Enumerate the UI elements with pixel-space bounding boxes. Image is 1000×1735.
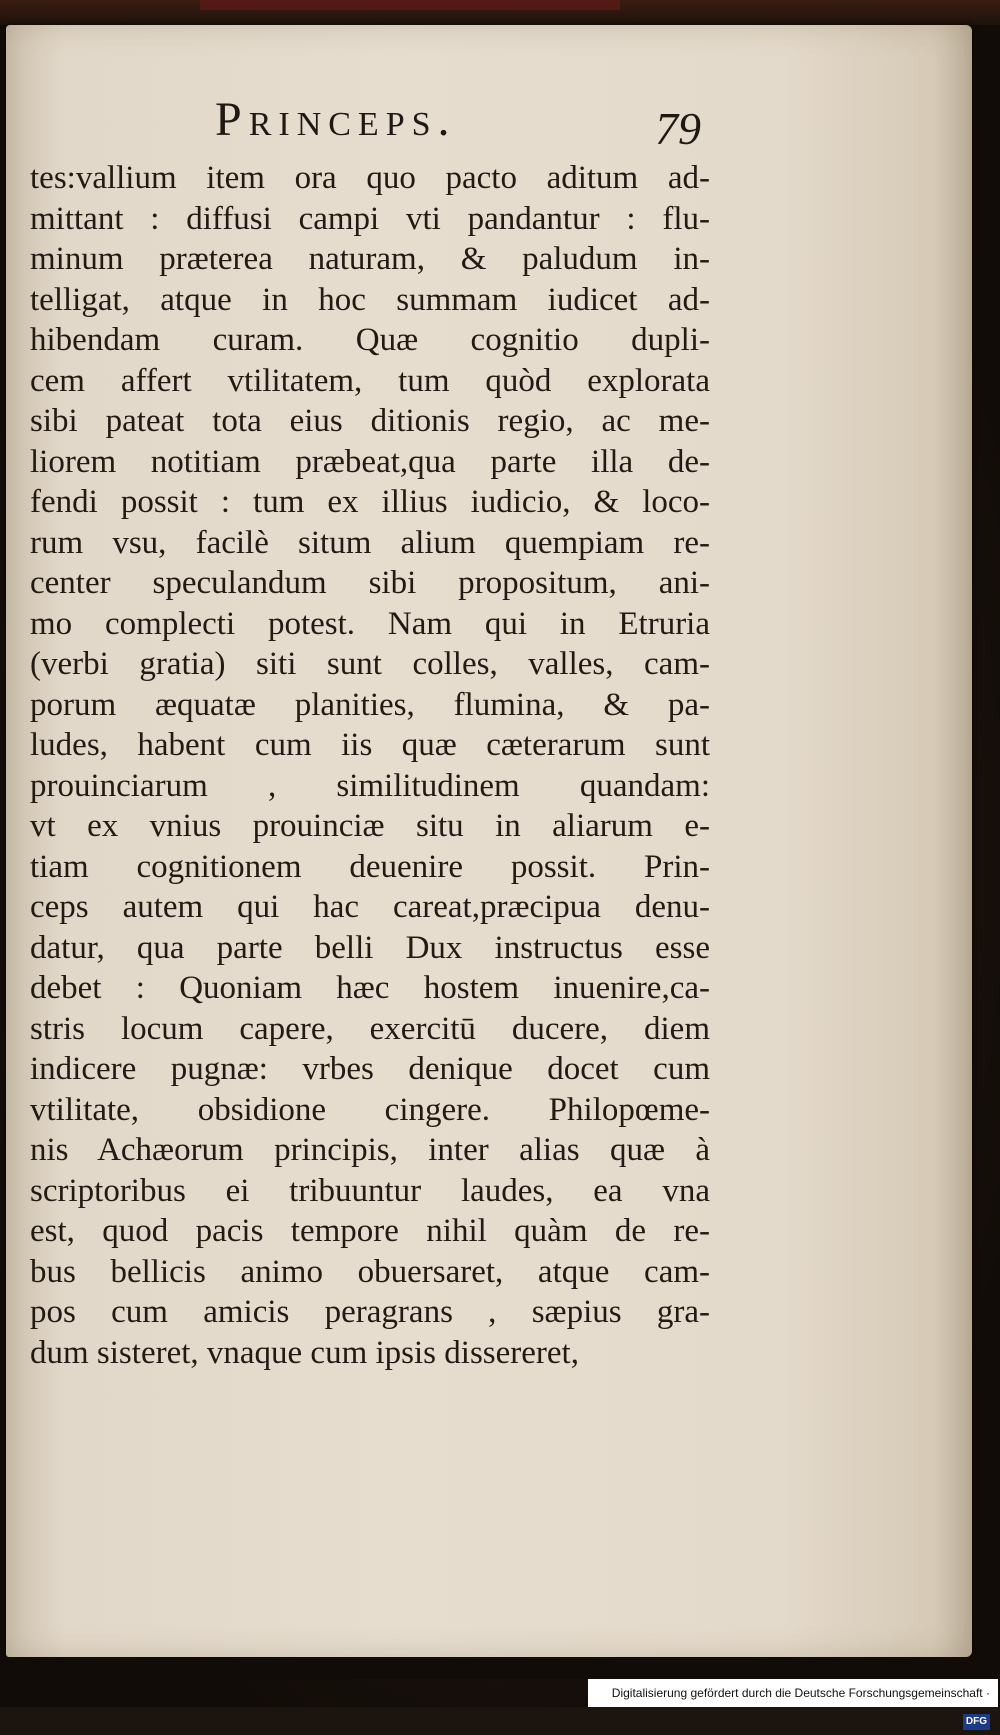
running-head: Princeps. [215, 93, 457, 146]
text-line: dum sisteret, vnaque cum ipsis dissereret, [30, 1334, 579, 1371]
text-line: cem affert vtilitatem, tum quòd explorata [30, 362, 710, 399]
text-line: mittant : diffusi campi vti pandantur : flu- [30, 200, 710, 237]
binding-ribbon [200, 0, 620, 10]
text-line: prouinciarum , similitudinem quandam: [30, 767, 710, 804]
text-line: rum vsu, facilè situm alium quempiam re- [30, 524, 710, 561]
text-line: vt ex vnius prouinciæ situ in aliarum e- [30, 808, 710, 844]
page-number: 79 [655, 103, 701, 154]
credit-text: Digitalisierung gefördert durch die Deutsche Forschungsgemeinschaft [611, 1686, 983, 1700]
dfg-logo: DFG [963, 1714, 990, 1730]
digitization-credit: Digitalisierung gefördert durch die Deutsche Forschungsgemeinschaft · DFG [588, 1679, 998, 1707]
text-line: porum æquatæ planities, flumina, & pa- [30, 686, 710, 723]
body-text [30, 158, 710, 1373]
text-line: (verbi gratia) siti sunt colles, valles, cam- [30, 646, 710, 682]
text-line: hibendam curam. Quæ cognitio dupli- [30, 322, 710, 358]
text-line: ludes, habent cum iis quæ cæterarum sunt [30, 727, 710, 763]
text-line: vtilitate, obsidione cingere. Philopœme- [30, 1091, 710, 1128]
text-line: stris locum capere, exercitū ducere, diem [30, 1010, 710, 1047]
text-line: tiam cognitionem deuenire possit. Prin- [30, 848, 710, 885]
text-line: pos cum amicis peragrans , sæpius gra- [30, 1294, 710, 1330]
text-line: indicere pugnæ: vrbes denique docet cum [30, 1051, 710, 1087]
text-line: ceps autem qui hac careat,præcipua denu- [30, 889, 710, 925]
text-line: mo complecti potest. Nam qui in Etruria [30, 605, 710, 642]
text-line: telligat, atque in hoc summam iudicet ad- [30, 281, 710, 318]
text-line: est, quod pacis tempore nihil quàm de re- [30, 1213, 710, 1249]
text-line: tes:vallium item ora quo pacto aditum ad- [30, 160, 710, 196]
text-line: center speculandum sibi propositum, ani- [30, 565, 710, 601]
binding-edge [0, 0, 1000, 25]
text-line: sibi pateat tota eius ditionis regio, ac me- [30, 403, 710, 439]
text-line: scriptoribus ei tribuuntur laudes, ea vna [30, 1172, 710, 1209]
text-line: debet : Quoniam hæc hostem inuenire,ca- [30, 970, 710, 1006]
scan-bottom-edge [0, 1657, 1000, 1679]
text-line: datur, qua parte belli Dux instructus esse [30, 929, 710, 966]
text-line: nis Achæorum principis, inter alias quæ à [30, 1132, 710, 1168]
text-line: minum præterea naturam, & paludum in- [30, 241, 710, 277]
text-line: bus bellicis animo obuersaret, atque cam- [30, 1253, 710, 1290]
text-line: liorem notitiam præbeat,qua parte illa de- [30, 443, 710, 480]
text-line: fendi possit : tum ex illius iudicio, & loco- [30, 484, 710, 520]
